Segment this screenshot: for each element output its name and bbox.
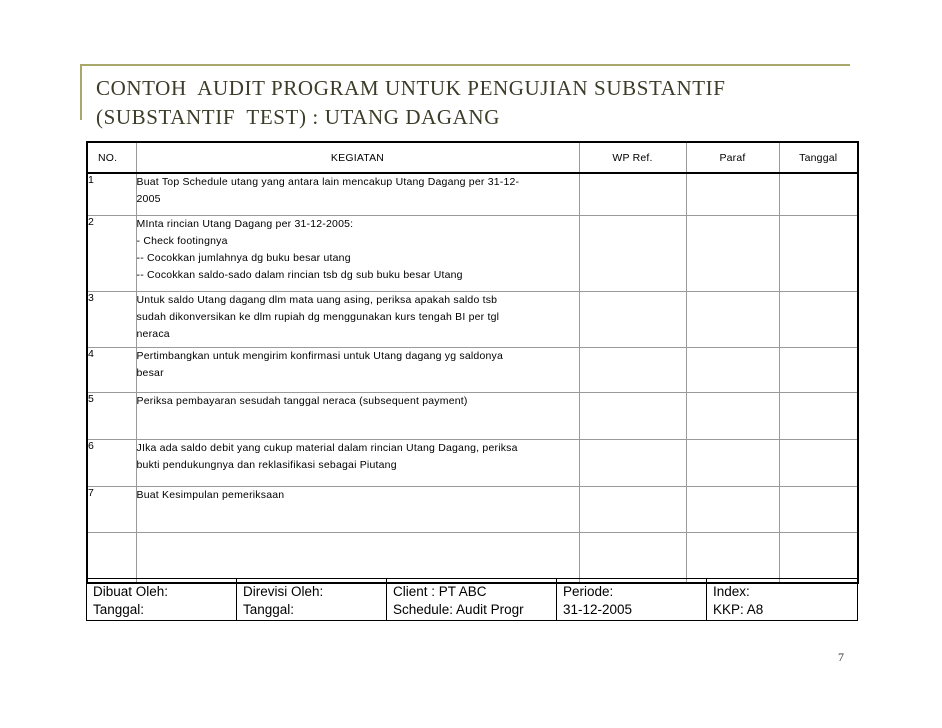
table-row [87, 348, 858, 393]
row-kegiatan [136, 393, 579, 440]
kegiatan-line: besar [136, 367, 164, 379]
row-paraf [686, 216, 779, 292]
row-kegiatan [136, 440, 579, 487]
kegiatan-subitem: -- Cocokkan jumlahnya dg buku besar utang [136, 252, 351, 264]
row-paraf [686, 533, 779, 584]
table-header-row [87, 142, 858, 173]
row-kegiatan [136, 292, 579, 348]
row-tanggal [779, 393, 858, 440]
signoff-footer-table [86, 578, 858, 621]
row-tanggal [779, 440, 858, 487]
footer-direvisi-oleh: Direvisi Oleh: [243, 584, 324, 599]
kegiatan-line: JIka ada saldo debit yang cukup material dalam rincian Utang Dagang, periksa [136, 442, 518, 454]
row-tanggal [779, 533, 858, 584]
kegiatan-line: Periksa pembayaran sesudah tanggal neraca (subsequent payment) [136, 395, 468, 407]
row-paraf [686, 292, 779, 348]
table-row [87, 487, 858, 533]
kegiatan-subitem: -- Cocokkan saldo-sado dalam rincian tsb dg sub buku besar Utang [136, 269, 463, 281]
footer-dibuat [87, 579, 237, 621]
title-rule-top [80, 64, 850, 66]
row-kegiatan [136, 348, 579, 393]
footer-periode-label: Periode: [563, 584, 614, 599]
row-paraf [686, 487, 779, 533]
audit-program-table [86, 141, 859, 584]
page-number: 7 [838, 650, 844, 664]
table-row-empty [87, 533, 858, 584]
row-no: 2 [87, 216, 136, 292]
footer-periode-date: 31-12-2005 [563, 602, 633, 617]
row-wp-ref [579, 487, 686, 533]
table-row [87, 393, 858, 440]
slide-title-line-1: CONTOH AUDIT PROGRAM UNTUK PENGUJIAN SUBSTANTIF [96, 76, 726, 100]
kegiatan-line: sudah dikonversikan ke dlm rupiah dg menggunakan kurs tengah BI per tgl [136, 311, 500, 323]
footer-dibuat-tanggal: Tanggal: [93, 602, 145, 617]
table-row [87, 173, 858, 216]
kegiatan-line: neraca [136, 328, 170, 340]
row-tanggal [779, 173, 858, 216]
row-paraf [686, 393, 779, 440]
title-rule-left [80, 64, 82, 120]
footer-row [87, 579, 858, 621]
footer-schedule: Schedule: Audit Progr [393, 602, 524, 617]
row-no: 7 [87, 487, 136, 533]
row-no: 4 [87, 348, 136, 393]
kegiatan-line: bukti pendukungnya dan reklasifikasi sebagai Piutang [136, 459, 397, 471]
footer-index-kkp: KKP: A8 [713, 602, 764, 617]
header-wp-ref: WP Ref. [579, 142, 686, 173]
row-no: 5 [87, 393, 136, 440]
row-wp-ref [579, 533, 686, 584]
row-no: 3 [87, 292, 136, 348]
row-no: 1 [87, 173, 136, 216]
row-paraf [686, 348, 779, 393]
slide-title [96, 74, 856, 132]
kegiatan-line: MInta rincian Utang Dagang per 31-12-2005: [136, 218, 354, 230]
footer-direvisi-tanggal: Tanggal: [243, 602, 295, 617]
kegiatan-line: Buat Top Schedule utang yang antara lain mencakup Utang Dagang per 31-12- [136, 176, 520, 188]
kegiatan-line: Buat Kesimpulan pemeriksaan [136, 489, 285, 501]
table-row [87, 440, 858, 487]
header-paraf: Paraf [686, 142, 779, 173]
footer-dibuat-oleh: Dibuat Oleh: [93, 584, 169, 599]
footer-index [707, 579, 858, 621]
row-tanggal [779, 487, 858, 533]
footer-index-label: Index: [713, 584, 750, 599]
row-tanggal [779, 348, 858, 393]
header-no: NO. [87, 142, 136, 173]
row-no [87, 533, 136, 584]
row-wp-ref [579, 216, 686, 292]
row-kegiatan [136, 487, 579, 533]
row-no: 6 [87, 440, 136, 487]
table-row [87, 216, 858, 292]
row-paraf [686, 440, 779, 487]
row-wp-ref [579, 393, 686, 440]
row-kegiatan [136, 533, 579, 584]
kegiatan-line: Pertimbangkan untuk mengirim konfirmasi untuk Utang dagang yg saldonya [136, 350, 504, 362]
kegiatan-line: 2005 [136, 193, 161, 205]
footer-direvisi [237, 579, 387, 621]
kegiatan-subitem: - Check footingnya [136, 235, 228, 247]
row-wp-ref [579, 348, 686, 393]
footer-client-name: Client : PT ABC [393, 584, 487, 599]
footer-client [387, 579, 557, 621]
row-kegiatan [136, 216, 579, 292]
row-paraf [686, 173, 779, 216]
row-tanggal [779, 216, 858, 292]
header-kegiatan: KEGIATAN [136, 142, 579, 173]
slide-title-line-2: (SUBSTANTIF TEST) : UTANG DAGANG [96, 105, 500, 129]
row-wp-ref [579, 292, 686, 348]
kegiatan-line: Untuk saldo Utang dagang dlm mata uang asing, periksa apakah saldo tsb [136, 294, 498, 306]
row-tanggal [779, 292, 858, 348]
footer-periode [557, 579, 707, 621]
row-kegiatan [136, 173, 579, 216]
row-wp-ref [579, 440, 686, 487]
header-tanggal: Tanggal [779, 142, 858, 173]
table-row [87, 292, 858, 348]
row-wp-ref [579, 173, 686, 216]
